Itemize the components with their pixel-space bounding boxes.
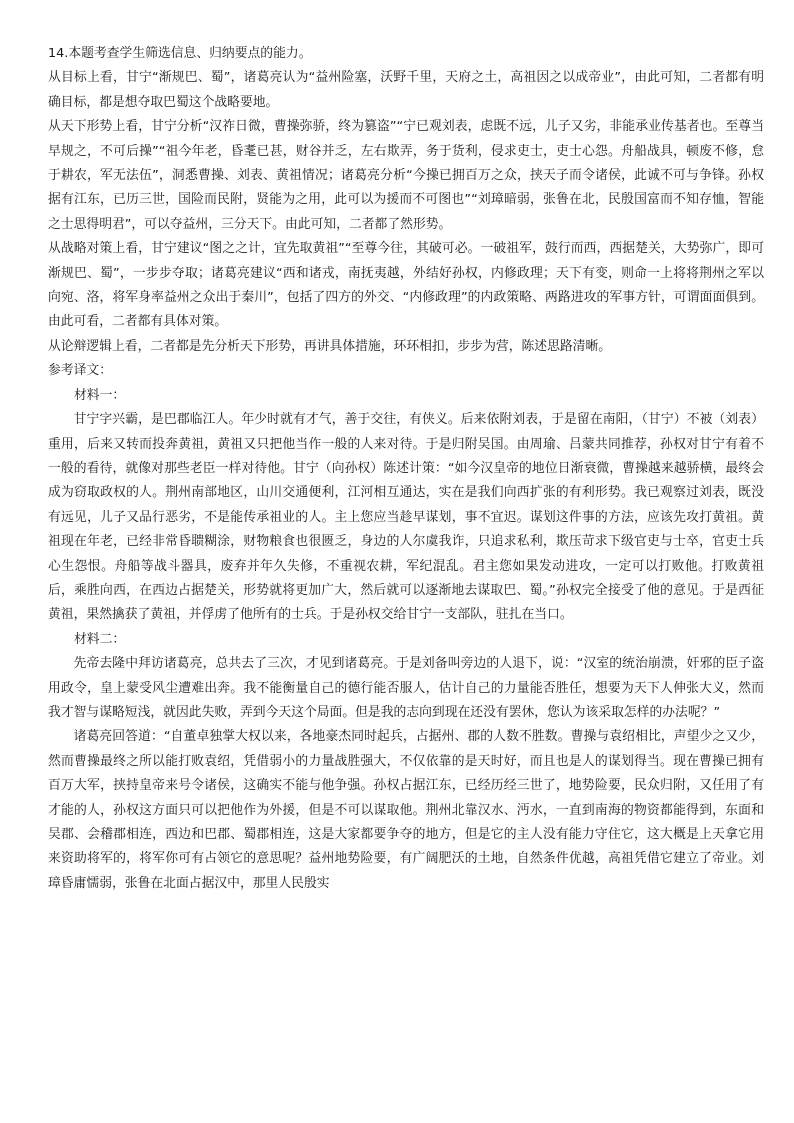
material-two-heading: 材料二： [74, 631, 126, 647]
material-one-heading: 材料一： [74, 387, 126, 403]
document-page [48, 42, 764, 896]
analysis-goal-paragraph: 从目标上看，甘宁“渐规巴、蜀”，诸葛亮认为“益州险塞，沃野千里，天府之土，高祖因之以成帝业”，由此可知，二者都有明确目标，都是想夺取巴蜀这个战略要地。 [48, 70, 764, 110]
analysis-logic-paragraph: 从论辩逻辑上看，二者都是先分析天下形势，再讲具体措施，环环相扣，步步为营，陈述思路清晰。 [48, 338, 612, 354]
translation-label: 参考译文： [48, 363, 112, 379]
analysis-strategy-paragraph: 从战略对策上看，甘宁建议“图之之计，宜先取黄祖”“至尊今往，其破可必。一破祖军，鼓行而西，西据楚关，大势弥广，即可渐规巴、蜀”，一步步夺取；诸葛亮建议“西和诸戎，南抚夷越，外结好孙权，内修政理；天下有变，则命一上将将荆州之军以向宛、洛，将军身率益州之众出于秦川”，包括了四方的外交、“内修政理”的内政策略、两路进攻的军事方针，可谓面面俱到。由此可看，二者都有具体对策。 [48, 241, 764, 330]
answer-heading: 14.本题考查学生筛选信息、归纳要点的能力。 [48, 46, 312, 61]
material-two-translation-part1: 先帝去隆中拜访诸葛亮，总共去了三次，才见到诸葛亮。于是刘备叫旁边的人退下，说：“汉室的统治崩溃，奸邪的臣子盗用政令，皇上蒙受风尘遭难出奔。我不能衡量自己的德行能否服人，估计自己的力量能否胜任，想要为天下人伸张大义，然而我才智与谋略短浅，就因此失败，弄到今天这个局面。但是我的志向到现在还没有罢休，您认为该采取怎样的办法呢？” [48, 656, 764, 720]
material-two-translation-part2: 诸葛亮回答道：“自董卓独掌大权以来，各地豪杰同时起兵，占据州、郡的人数不胜数。曹操与袁绍相比，声望少之又少，然而曹操最终之所以能打败袁绍，凭借弱小的力量战胜强大，不仅依靠的是天时好，而且也是人的谋划得当。现在曹操已拥有百万大军，挟持皇帝来号令诸侯，这确实不能与他争强。孙权占据江东，已经历经三世了，地势险要，民众归附，又任用了有才能的人，孙权这方面只可以把他作为外援，但是不可以谋取他。荆州北靠汉水、沔水，一直到南海的物资都能得到，东面和吴郡、会稽郡相连，西边和巴郡、蜀郡相连，这是大家都要争夺的地方，但是它的主人没有能力守住它，这大概是上天拿它用来资助将军的，将军你可有占领它的意思呢？益州地势险要，有广阔肥沃的土地，自然条件优越，高祖凭借它建立了帝业。刘璋昏庸懦弱，张鲁在北面占据汉中，那里人民殷实 [48, 729, 764, 891]
material-one-translation: 甘宁字兴霸，是巴郡临江人。年少时就有才气，善于交往，有侠义。后来依附刘表，于是留在南阳，（甘宁）不被（刘表）重用，后来又转而投奔黄祖，黄祖又只把他当作一般的人来对待。于是归附吴国。由周瑜、吕蒙共同推荐，孙权对甘宁有着不一般的看待，就像对那些老臣一样对待他。甘宁（向孙权）陈述计策：“如今汉皇帝的地位日渐衰微，曹操越来越骄横，最终会成为窃取政权的人。荆州南部地区，山川交通便利，江河相互通达，实在是我们向西扩张的有利形势。我已观察过刘表，既没有远见，儿子又品行恶劣，不是能传承祖业的人。主上您应当趁早谋划，事不宜迟。谋划这件事的方法，应该先攻打黄祖。黄祖现在年老，已经非常昏聩糊涂，财物粮食也很匮乏，身边的人尔虞我诈，只追求私利，欺压苛求下级官吏与士卒，官吏士兵心生怨恨。舟船等战斗器具，废弃并年久失修，不重视农耕，军纪混乱。君主您如果发动进攻，一定可以打败他。打败黄祖后，乘胜向西，在西边占据楚关，形势就将更加广大，然后就可以逐渐地去谋取巴、蜀。”孙权完全接受了他的意见。于是西征黄祖，果然擒获了黄祖，并俘虏了他所有的士兵。于是孙权交给甘宁一支部队，驻扎在当口。 [48, 412, 764, 623]
analysis-situation-paragraph: 从天下形势上看，甘宁分析“汉祚日微，曹操弥骄，终为篡盗”“宁已观刘表，虑既不远，儿子又劣，非能承业传基者也。至尊当早规之，不可后操”“祖今年老，昏耄已甚，财谷并乏，左右欺弄，务于货利，侵求吏士，吏士心怨。舟船战具，顿废不修，怠于耕农，军无法伍”，洞悉曹操、刘表、黄祖情况；诸葛亮分析“今操已拥百万之众，挟天子而令诸侯，此诚不可与争锋。孙权据有江东，已历三世，国险而民附，贤能为之用，此可以为援而不可图也”“刘璋暗弱，张鲁在北，民殷国富而不知存恤，智能之士思得明君”，可以夺益州，三分天下。由此可知，二者都了然形势。 [48, 119, 764, 232]
